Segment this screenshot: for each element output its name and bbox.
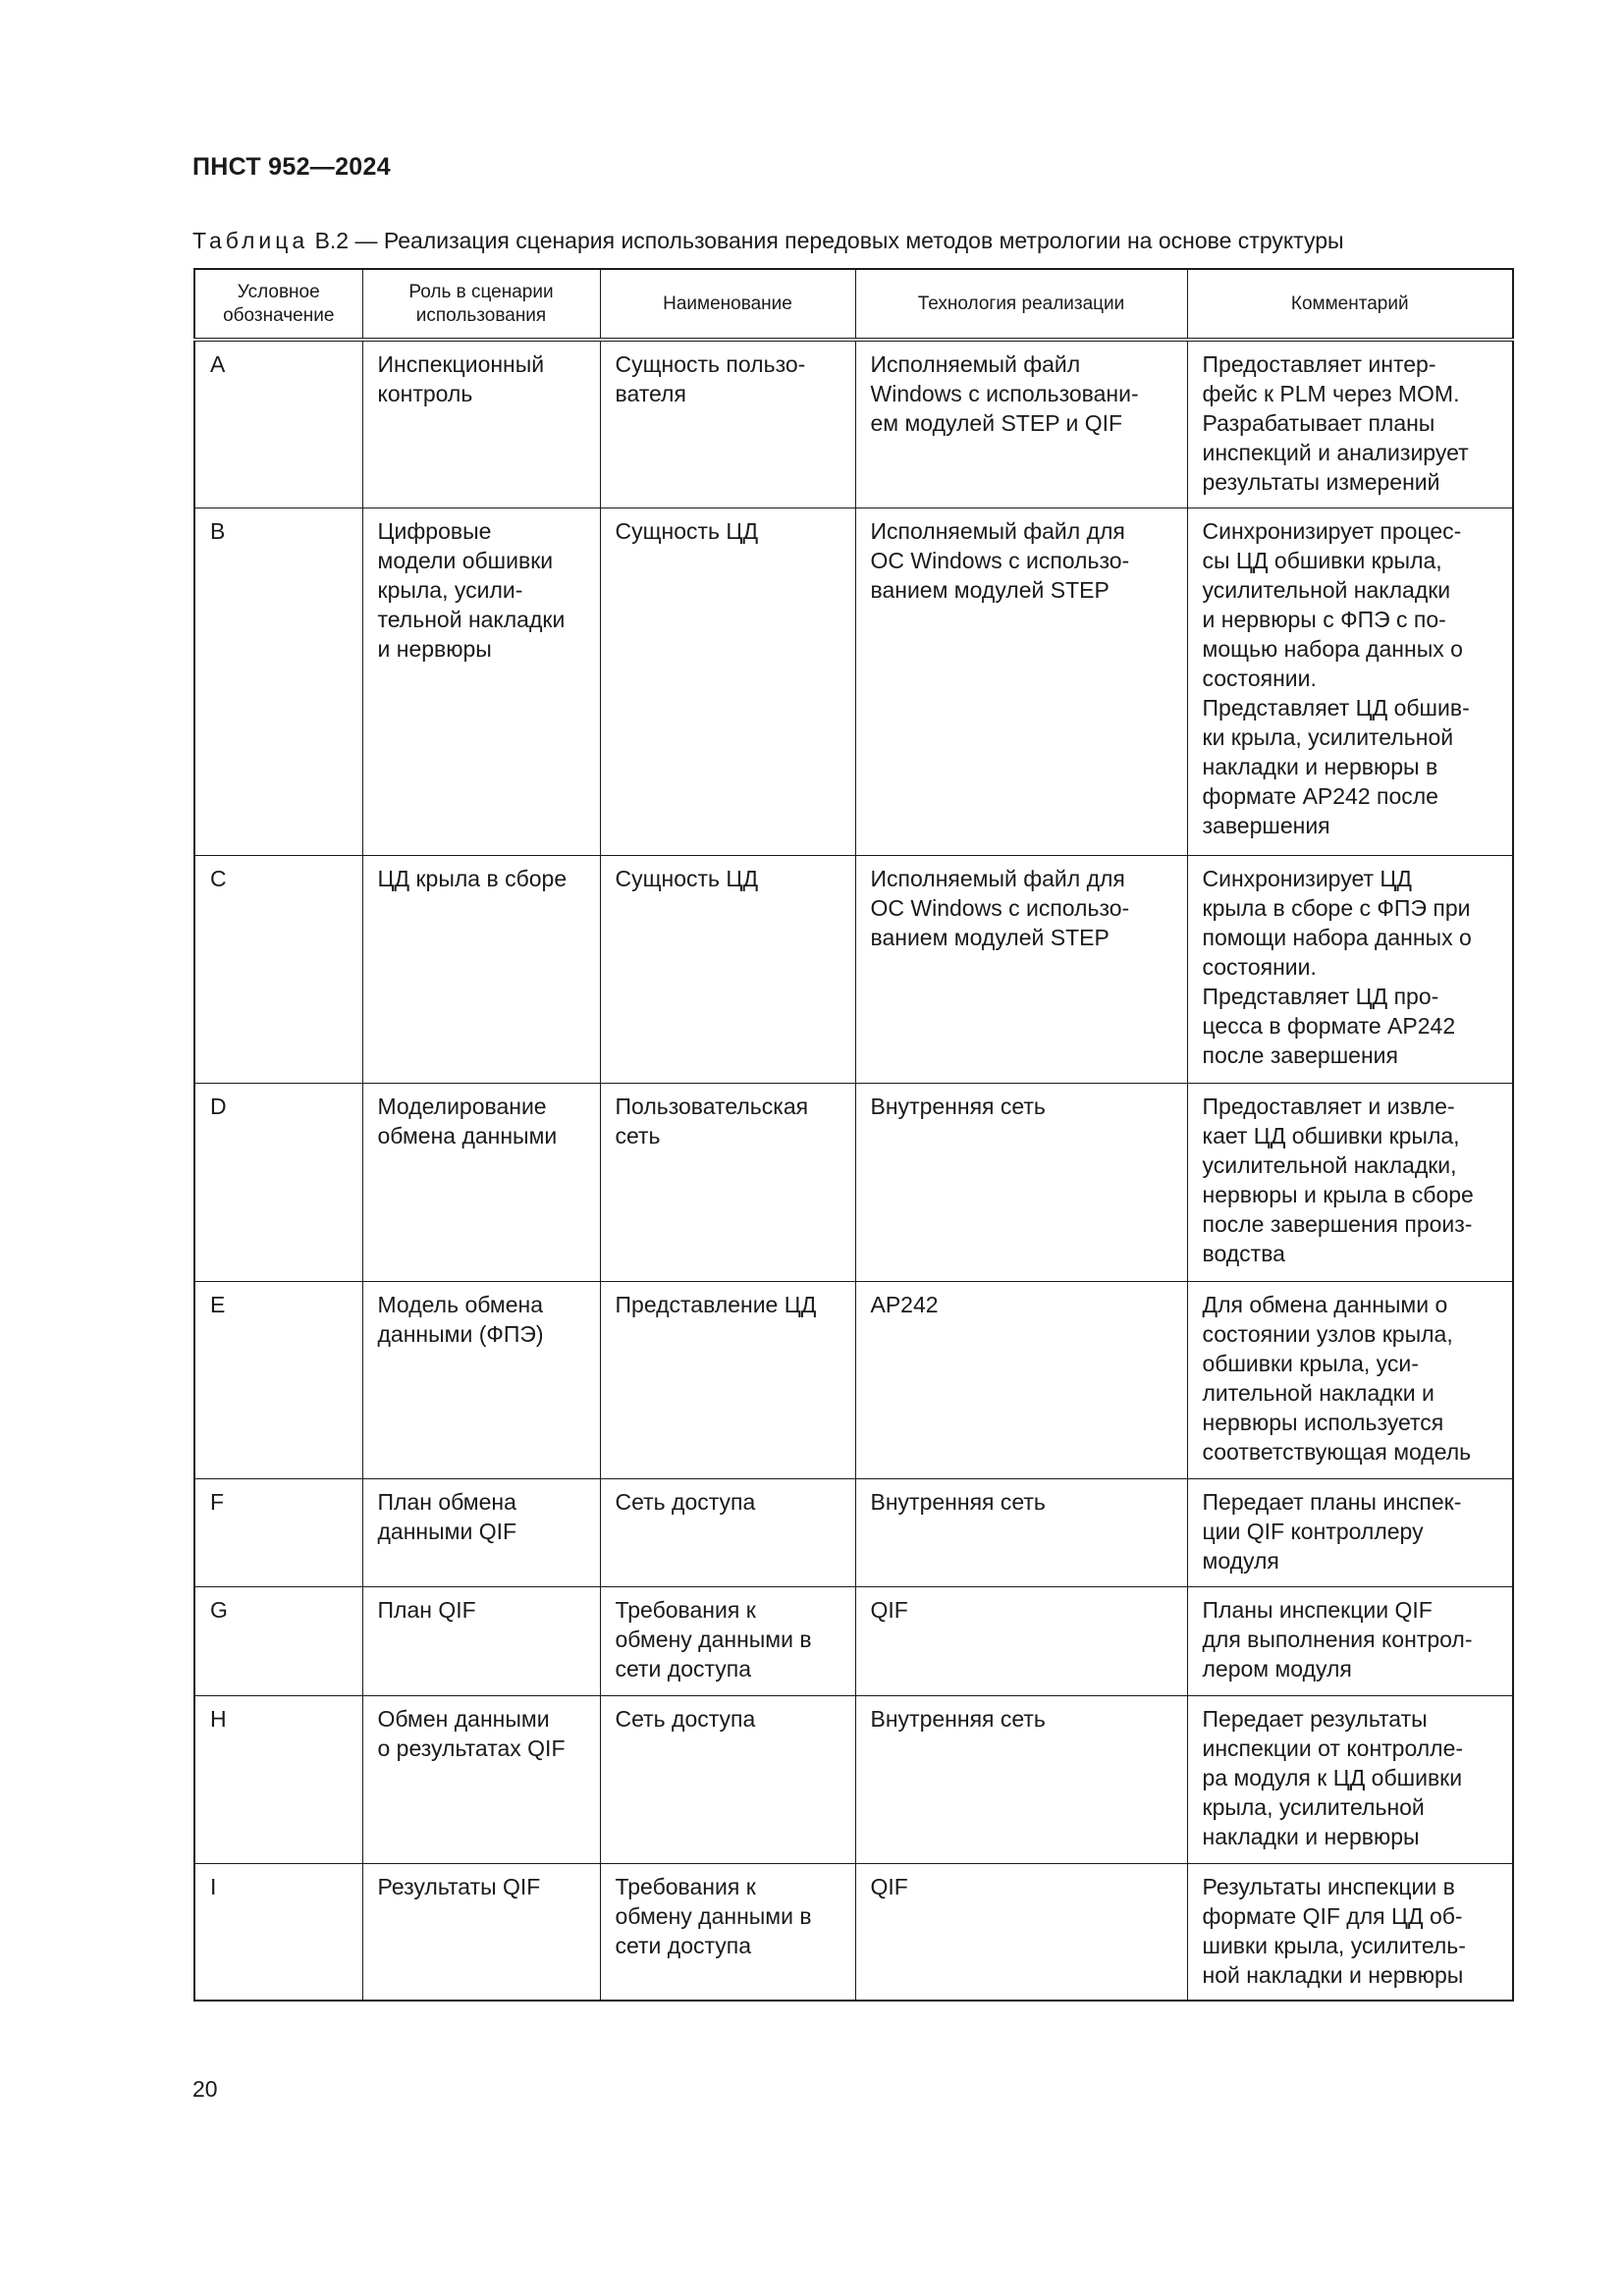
table-row xyxy=(194,1478,1513,1586)
cell-technology: Внутренняя сеть xyxy=(855,1083,1187,1281)
table-header-row xyxy=(194,269,1513,340)
cell-technology: QIF xyxy=(855,1586,1187,1695)
cell-name: Представление ЦД xyxy=(600,1281,855,1478)
cell-technology: Внутренняя сеть xyxy=(855,1478,1187,1586)
table-row xyxy=(194,1695,1513,1863)
cell-comment: Для обмена данными о состоянии узлов крыла, обшивки крыла, уси- лительной накладки и нервюры используется соответствующая модель xyxy=(1187,1281,1513,1478)
table-row xyxy=(194,1586,1513,1695)
cell-comment: Синхронизирует процес- сы ЦД обшивки крыла, усилительной накладки и нервюры с ФПЭ с по- мощью набора данных о состоянии. Представляет ЦД обшив- ки крыла, усилительной накладки и нервюры в формате AP242 после завершения xyxy=(1187,507,1513,855)
cell-comment: Синхронизирует ЦД крыла в сборе с ФПЭ при помощи набора данных о состоянии. Представляет ЦД про- цесса в формате AP242 после завершения xyxy=(1187,855,1513,1083)
table-caption-number: B.2 xyxy=(314,228,350,253)
table-caption xyxy=(192,228,1344,254)
cell-technology: Исполняемый файл для ОС Windows с использо- ванием модулей STEP xyxy=(855,507,1187,855)
cell-role: Обмен данными о результатах QIF xyxy=(362,1695,600,1863)
page-number: 20 xyxy=(192,2076,218,2102)
table-header xyxy=(194,269,1513,340)
cell-comment: Предоставляет и извле- кает ЦД обшивки крыла, усилительной накладки, нервюры и крыла в сборе после завершения произ- водства xyxy=(1187,1083,1513,1281)
cell-role: Модель обмена данными (ФПЭ) xyxy=(362,1281,600,1478)
cell-code: C xyxy=(194,855,362,1083)
cell-comment: Результаты инспекции в формате QIF для ЦД об- шивки крыла, усилитель- ной накладки и нервюры xyxy=(1187,1863,1513,2001)
cell-role: Моделирование обмена данными xyxy=(362,1083,600,1281)
cell-code: D xyxy=(194,1083,362,1281)
table-row xyxy=(194,855,1513,1083)
cell-technology: Исполняемый файл Windows с использовани- ем модулей STEP и QIF xyxy=(855,340,1187,507)
cell-technology: Внутренняя сеть xyxy=(855,1695,1187,1863)
column-header-comment: Комментарий xyxy=(1187,269,1513,340)
cell-name: Сущность ЦД xyxy=(600,855,855,1083)
cell-name: Сущность пользо- вателя xyxy=(600,340,855,507)
cell-role: Результаты QIF xyxy=(362,1863,600,2001)
table-row xyxy=(194,340,1513,507)
table-row xyxy=(194,507,1513,855)
cell-role: Цифровые модели обшивки крыла, усили- тельной накладки и нервюры xyxy=(362,507,600,855)
cell-comment: Предоставляет интер- фейс к PLM через MOM. Разрабатывает планы инспекций и анализирует результаты измерений xyxy=(1187,340,1513,507)
table-row xyxy=(194,1281,1513,1478)
column-header-technology: Технология реализации xyxy=(855,269,1187,340)
cell-role: Инспекционный контроль xyxy=(362,340,600,507)
table-row xyxy=(194,1863,1513,2001)
cell-role: План обмена данными QIF xyxy=(362,1478,600,1586)
cell-name: Сеть доступа xyxy=(600,1478,855,1586)
table-row xyxy=(194,1083,1513,1281)
cell-code: E xyxy=(194,1281,362,1478)
column-header-role: Роль в сценарии использования xyxy=(362,269,600,340)
table-body xyxy=(194,340,1513,2001)
cell-name: Сеть доступа xyxy=(600,1695,855,1863)
cell-comment: Планы инспекции QIF для выполнения контрол- лером модуля xyxy=(1187,1586,1513,1695)
table-caption-label: Таблица xyxy=(192,228,309,253)
cell-name: Пользовательская сеть xyxy=(600,1083,855,1281)
cell-name: Требования к обмену данными в сети доступа xyxy=(600,1586,855,1695)
cell-comment: Передает результаты инспекции от контролле- ра модуля к ЦД обшивки крыла, усилительной накладки и нервюры xyxy=(1187,1695,1513,1863)
cell-technology: AP242 xyxy=(855,1281,1187,1478)
cell-code: I xyxy=(194,1863,362,2001)
cell-technology: Исполняемый файл для ОС Windows с использо- ванием модулей STEP xyxy=(855,855,1187,1083)
cell-code: G xyxy=(194,1586,362,1695)
cell-name: Сущность ЦД xyxy=(600,507,855,855)
document-id: ПНСТ 952—2024 xyxy=(192,153,391,181)
cell-code: A xyxy=(194,340,362,507)
cell-name: Требования к обмену данными в сети доступа xyxy=(600,1863,855,2001)
cell-code: F xyxy=(194,1478,362,1586)
cell-code: B xyxy=(194,507,362,855)
cell-role: ЦД крыла в сборе xyxy=(362,855,600,1083)
data-table xyxy=(193,268,1514,2002)
cell-code: H xyxy=(194,1695,362,1863)
column-header-code: Условное обозначение xyxy=(194,269,362,340)
column-header-name: Наименование xyxy=(600,269,855,340)
table-caption-title: — Реализация сценария использования передовых методов метрологии на основе структуры xyxy=(354,228,1344,253)
cell-role: План QIF xyxy=(362,1586,600,1695)
cell-technology: QIF xyxy=(855,1863,1187,2001)
cell-comment: Передает планы инспек- ции QIF контроллеру модуля xyxy=(1187,1478,1513,1586)
